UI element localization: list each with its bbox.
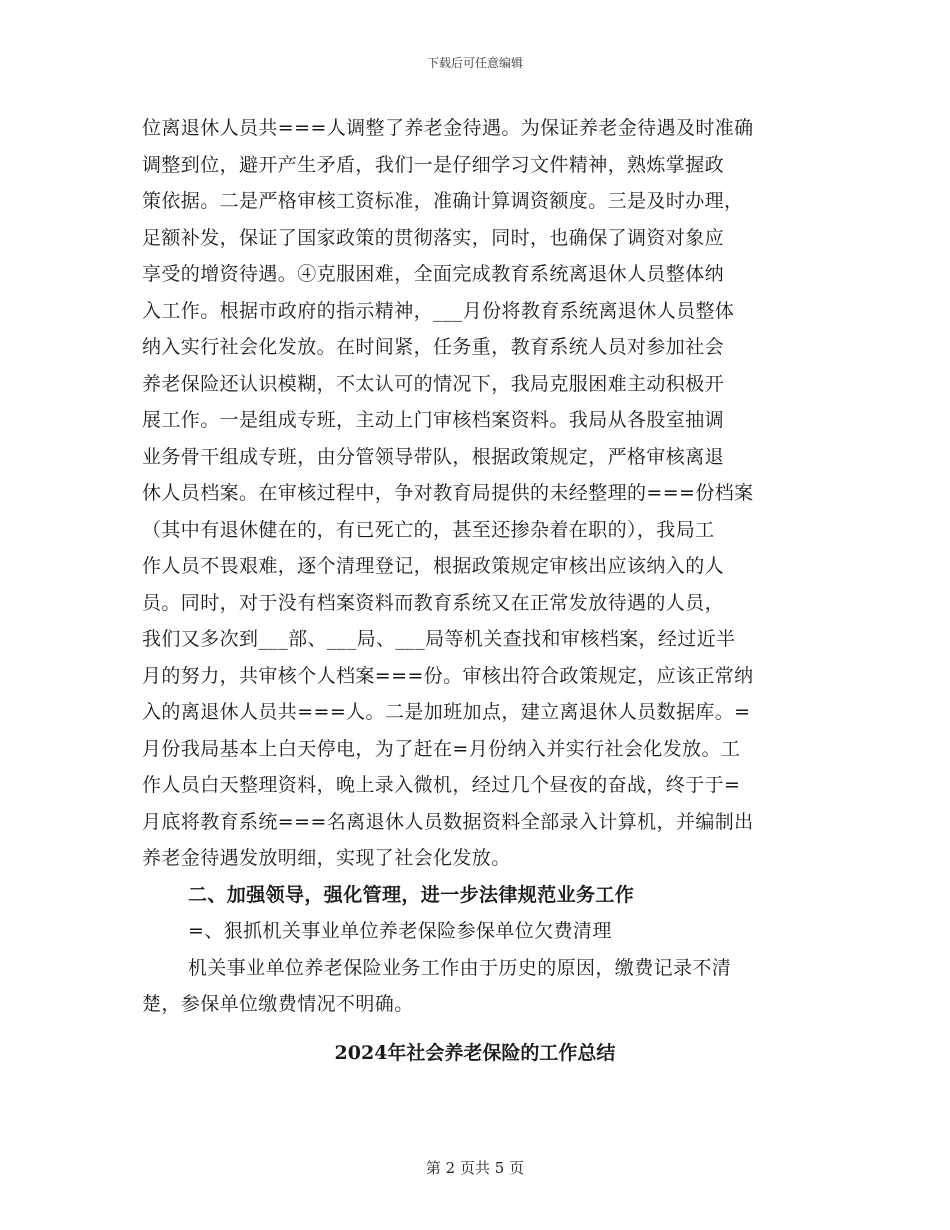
body-line: 楚，参保单位缴费情况不明确。 bbox=[142, 993, 414, 1015]
body-line: 养老金待遇发放明细，实现了社会化发放。 bbox=[142, 847, 511, 869]
body-line: 月底将教育系统===名离退休人员数据资料全部录入计算机，并编制出 bbox=[142, 810, 754, 833]
body-line: 入工作。根据市政府的指示精神，___月份将教育系统离退休人员整体 bbox=[142, 299, 735, 322]
body-line: 机关事业单位养老保险业务工作由于历史的原因，缴费记录不清 bbox=[188, 956, 732, 979]
page-header: 下载后可任意编辑 bbox=[426, 56, 523, 70]
body-line: 月的努力，共审核个人档案===份。审核出符合政策规定，应该正常纳 bbox=[142, 664, 754, 687]
body-line: 休人员档案。在审核过程中，争对教育局提供的未经整理的===份档案 bbox=[142, 482, 754, 504]
body-line: 入的离退休人员共===人。二是加班加点，建立离退休人员数据库。= bbox=[142, 701, 751, 723]
body-line: 调整到位，避开产生矛盾，我们一是仔细学习文件精神，熟炼掌握政 bbox=[142, 153, 725, 176]
body-line: 纳入实行社会化发放。在时间紧，任务重，教育系统人员对参加社会 bbox=[142, 336, 725, 358]
body-line: 展工作。一是组成专班，主动上门审核档案资料。我局从各股室抽调 bbox=[142, 409, 725, 431]
body-line: 策依据。二是严格审核工资标准，准确计算调资额度。三是及时办理， bbox=[142, 190, 744, 212]
body-line: 月份我局基本上白天停电，为了赶在=月份纳入并实行社会化发放。工 bbox=[142, 737, 741, 760]
document-body bbox=[142, 110, 810, 1023]
page-number: 第 2 页共 5 页 bbox=[425, 1159, 525, 1177]
body-line: （其中有退休健在的，有已死亡的，甚至还掺杂着在职的），我局工 bbox=[142, 518, 715, 541]
document-title: 2024年社会养老保险的工作总结 bbox=[334, 1042, 616, 1064]
body-line: 我们又多次到___部、___局、___局等机关查找和审核档案，经过近半 bbox=[142, 628, 736, 650]
body-line: 作人员不畏艰难，逐个清理登记，根据政策规定审核出应该纳入的人 bbox=[142, 555, 725, 577]
body-line: 作人员白天整理资料，晚上录入微机，经过几个昼夜的奋战，终于于= bbox=[142, 774, 741, 796]
body-line: 足额补发，保证了国家政策的贯彻落实，同时，也确保了调资对象应 bbox=[142, 226, 725, 249]
body-line: 业务骨干组成专班，由分管领导带队，根据政策规定，严格审核离退 bbox=[142, 445, 725, 468]
body-line: 位离退休人员共===人调整了养老金待遇。为保证养老金待遇及时准确 bbox=[142, 117, 754, 139]
section-heading: 二、加强领导，强化管理，进一步法律规范业务工作 bbox=[188, 883, 635, 906]
body-line: 享受的增资待遇。④克服困难，全面完成教育系统离退休人员整体纳 bbox=[142, 263, 725, 285]
subheading: =、狠抓机关事业单位养老保险参保单位欠费清理 bbox=[188, 920, 612, 942]
body-line: 养老保险还认识模糊，不太认可的情况下，我局克服困难主动积极开 bbox=[142, 372, 725, 395]
body-line: 员。同时，对于没有档案资料而教育系统又在正常发放待遇的人员， bbox=[142, 591, 725, 614]
